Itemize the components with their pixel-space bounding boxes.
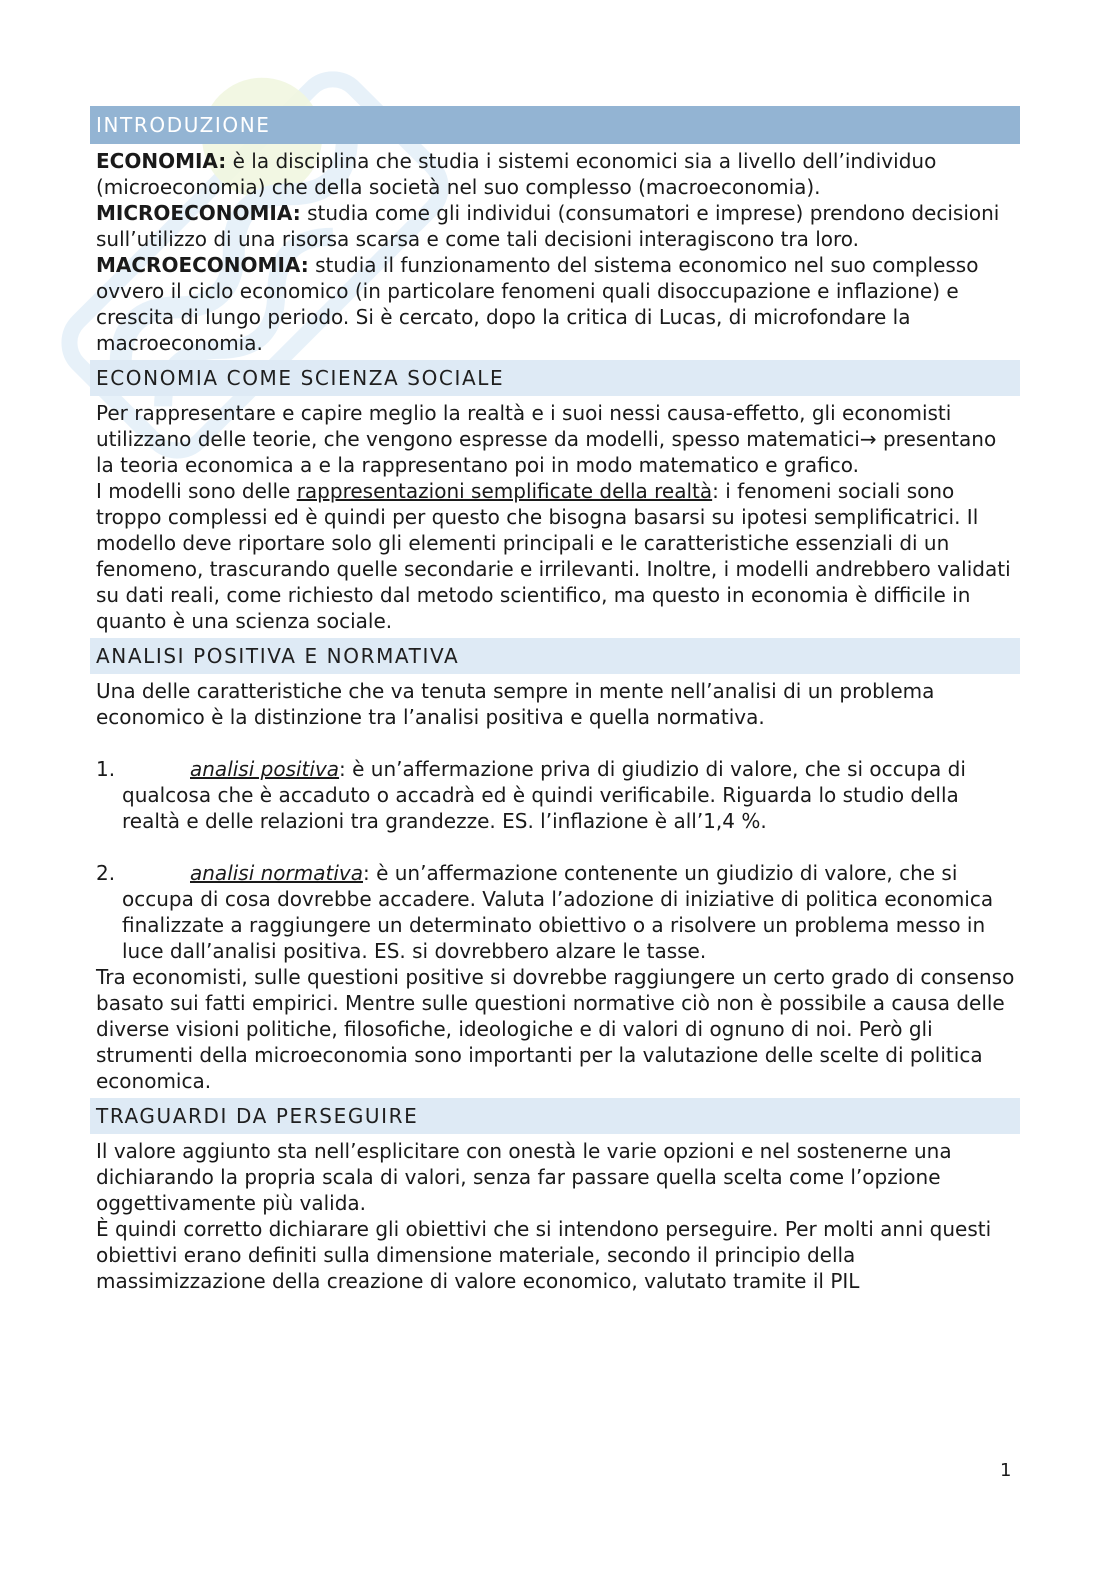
term-economia: ECONOMIA: xyxy=(96,149,227,173)
list-item-text: : è un’affermazione priva di giudizio di valore, che si occupa di qualcosa che è accaduto o accadrà ed è quindi verificabile. Riguarda lo studio della realtà e delle relazioni tra grandezze. ES. l’inflazione è all’1,4 %. xyxy=(122,757,966,833)
list-item-term: analisi positiva xyxy=(190,757,340,781)
traguardi-paragraph-1: Il valore aggiunto sta nell’esplicitare con onestà le varie opzioni e nel sostenerne una dichiarando la propria scala di valori, senza far passare quella scelta come l’opzione oggettivamente più valida. xyxy=(96,1139,952,1215)
list-item-lead xyxy=(122,861,190,885)
scienza-body xyxy=(90,400,1020,634)
text-macroeconomia: studia il funzionamento del sistema economico nel suo complesso ovvero il ciclo economico (in particolare fenomeni quali disoccupazione e inflazione) e crescita di lungo periodo. Si è cercato, dopo la critica di Lucas, di microfondare la macroeconomia. xyxy=(96,253,979,355)
list-number: 1. xyxy=(96,757,116,781)
heading-traguardi: TRAGUARDI DA PERSEGUIRE xyxy=(90,1098,1020,1134)
definition-microeconomia xyxy=(96,200,1016,252)
scienza-p2-rest: : i fenomeni sociali sono troppo complessi ed è quindi per questo che bisogna basarsi su ipotesi semplificatrici. Il modello deve riportare solo gli elementi principali e le caratteristiche essenziali di un fenomeno, trascurando quelle secondarie e irrilevanti. Inoltre, i modelli andrebbero validati su dati reali, come richiesto dal metodo scientifico, ma questo in economia è difficile in quanto è una scienza sociale. xyxy=(96,479,1011,633)
list-item-text: : è un’affermazione contenente un giudizio di valore, che si occupa di cosa dovrebbe accadere. Valuta l’adozione di iniziative di politica economica finalizzate a raggiungere un determinato obiettivo o a risolvere un problema messo in luce dall’analisi positiva. ES. si dovrebbero alzare le tasse. xyxy=(122,861,994,963)
definition-macroeconomia xyxy=(96,252,1016,356)
list-number: 2. xyxy=(96,861,116,885)
term-macroeconomia: MACROECONOMIA: xyxy=(96,253,309,277)
text-microeconomia: studia come gli individui (consumatori e imprese) prendono decisioni sull’utilizzo di una risorsa scarsa e come tali decisioni interagiscono tra loro. xyxy=(96,201,1000,251)
scienza-paragraph-2 xyxy=(96,478,1016,634)
document-page xyxy=(90,106,1020,1294)
heading-introduzione: INTRODUZIONE xyxy=(90,106,1020,144)
scienza-p2-underlined: rappresentazioni semplificate della realtà xyxy=(296,479,713,503)
intro-body xyxy=(90,148,1020,356)
heading-analisi: ANALISI POSITIVA E NORMATIVA xyxy=(90,638,1020,674)
spacer xyxy=(96,730,1016,756)
traguardi-paragraph-2: È quindi corretto dichiarare gli obiettivi che si intendono perseguire. Per molti anni questi obiettivi erano definiti sulla dimensione materiale, secondo il principio della massimizzazione della creazione di valore economico, valutato tramite il PIL xyxy=(96,1217,992,1293)
definition-economia xyxy=(96,148,1016,200)
analisi-closing: Tra economisti, sulle questioni positive si dovrebbe raggiungere un certo grado di consenso basato sui fatti empirici. Mentre sulle questioni normative ciò non è possibile a causa delle diverse visioni politiche, filosofiche, ideologiche e di valori di ognuno di noi. Però gli strumenti della microeconomia sono importanti per la valutazione delle scelte di politica economica. xyxy=(96,965,1015,1093)
analisi-intro: Una delle caratteristiche che va tenuta sempre in mente nell’analisi di un problema economico è la distinzione tra l’analisi positiva e quella normativa. xyxy=(96,679,935,729)
heading-scienza-sociale: ECONOMIA COME SCIENZA SOCIALE xyxy=(90,360,1020,396)
spacer xyxy=(96,834,1016,860)
list-item-term: analisi normativa xyxy=(190,861,363,885)
list-item xyxy=(96,860,1016,964)
text-economia: è la disciplina che studia i sistemi economici sia a livello dell’individuo (microeconomia) che della società nel suo complesso (macroeconomia). xyxy=(96,149,937,199)
page-number: 1 xyxy=(1000,1460,1012,1481)
scienza-paragraph-1: Per rappresentare e capire meglio la realtà e i suoi nessi causa-effetto, gli economisti utilizzano delle teorie, che vengono espresse da modelli, spesso matematici→ presentano la teoria economica a e la rappresentano poi in modo matematico e grafico. xyxy=(96,401,997,477)
scienza-p2-start: I modelli sono delle xyxy=(96,479,297,503)
list-item-lead xyxy=(122,757,190,781)
analisi-body xyxy=(90,678,1020,1094)
term-microeconomia: MICROECONOMIA: xyxy=(96,201,301,225)
list-item xyxy=(96,756,1016,834)
traguardi-body xyxy=(90,1138,1020,1294)
